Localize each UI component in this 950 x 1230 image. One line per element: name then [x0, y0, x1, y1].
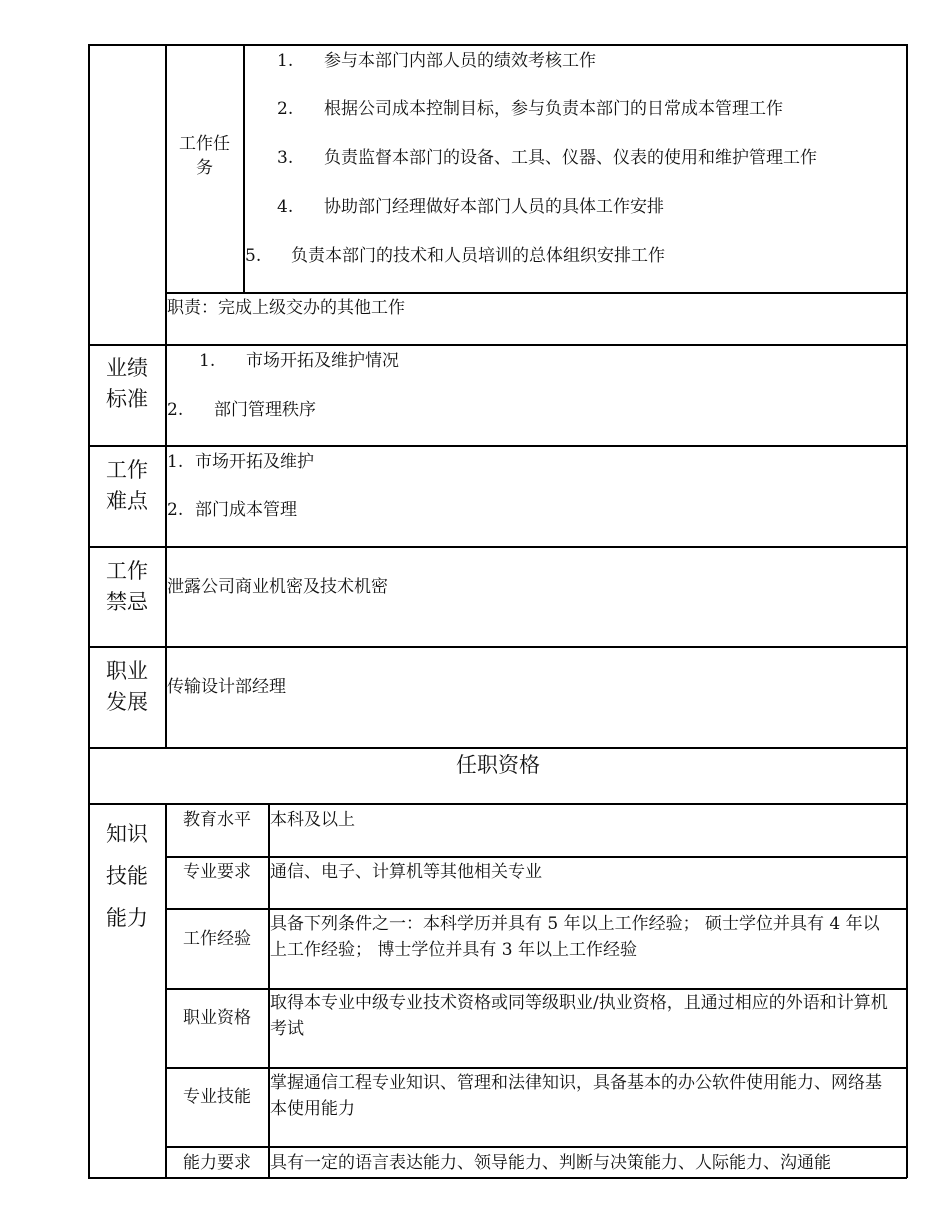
difficulty-text: 部门成本管理: [195, 500, 297, 520]
table-left-border: [88, 44, 90, 1178]
qual-row-divider-1: [165, 856, 907, 858]
difficulty-text: 市场开拓及维护: [195, 452, 314, 472]
performance-text: 市场开拓及维护情况: [246, 351, 399, 371]
qual-row-label: 工作经验: [183, 929, 251, 949]
qualification-title: 任职资格: [456, 753, 540, 777]
qual-row-value: 通信、电子、计算机等其他相关专业: [270, 862, 542, 882]
career-row-divider: [88, 747, 907, 749]
task-text: 参与本部门内部人员的绩效考核工作: [324, 51, 596, 71]
taboo-label: 工作 禁忌: [106, 559, 148, 614]
task-text: 负责本部门的技术和人员培训的总体组织安排工作: [291, 246, 665, 266]
difficulty-number: 2.: [167, 500, 184, 520]
difficulty-number: 1.: [167, 452, 184, 472]
difficulty-row-divider: [88, 546, 907, 548]
qual-row-value: 具备下列条件之一：本科学历并具有 5 年以上工作经验； 硕士学位并具有 4 年以上工作经验； 博士学位并具有 3 年以上工作经验: [270, 914, 880, 960]
task-text: 协助部门经理做好本部门人员的具体工作安排: [324, 197, 664, 217]
duties-row-divider: [88, 344, 907, 346]
difficulty-label: 工作 难点: [106, 458, 148, 513]
knowledge-skill-label: 知识 技能 能力: [106, 822, 148, 930]
qual-row-divider-4: [165, 1067, 907, 1069]
taboo-row-divider: [88, 646, 907, 648]
qual-row-value: 掌握通信工程专业知识、管理和法律知识，具备基本的办公软件使用能力、网络基本使用能力: [270, 1073, 882, 1119]
performance-number: 1.: [199, 351, 216, 371]
performance-label: 业绩 标准: [106, 356, 148, 411]
task-label: 工作任 务: [179, 134, 230, 178]
task-number: 2.: [277, 99, 294, 119]
responsibility-text: 职责：完成上级交办的其他工作: [167, 298, 405, 318]
performance-row-divider: [88, 445, 907, 447]
taboo-text: 泄露公司商业机密及技术机密: [167, 577, 388, 597]
qual-row-value: 本科及以上: [270, 810, 355, 830]
performance-number: 2.: [167, 400, 184, 420]
qual-row-label: 专业要求: [183, 862, 251, 882]
qual-row-divider-5: [165, 1146, 907, 1148]
qual-row-divider-2: [165, 908, 907, 910]
career-label: 职业 发展: [106, 659, 148, 714]
performance-text: 部门管理秩序: [214, 400, 316, 420]
table-right-border: [906, 44, 908, 1178]
qual-row-label: 教育水平: [183, 810, 251, 830]
qual-row-value: 具有一定的语言表达能力、领导能力、判断与决策能力、人际能力、沟通能: [270, 1153, 831, 1173]
qual-row-label: 能力要求: [183, 1153, 251, 1173]
table-bottom-border: [88, 1177, 907, 1179]
qual-row-label: 职业资格: [183, 1008, 251, 1028]
task-number: 3.: [277, 148, 294, 168]
task-text: 负责监督本部门的设备、工具、仪器、仪表的使用和维护管理工作: [324, 148, 817, 168]
task-number: 5.: [245, 246, 262, 266]
task-number: 4.: [277, 197, 294, 217]
table-top-border: [88, 44, 907, 46]
task-number: 1.: [277, 51, 294, 71]
task-row-divider: [165, 292, 907, 294]
qual-row-value: 取得本专业中级专业技术资格或同等级职业/执业资格，且通过相应的外语和计算机考试: [270, 993, 888, 1039]
career-text: 传输设计部经理: [167, 677, 286, 697]
qual-row-label: 专业技能: [183, 1087, 251, 1107]
task-text: 根据公司成本控制目标，参与负责本部门的日常成本管理工作: [324, 99, 783, 119]
qualification-title-divider: [88, 803, 907, 805]
